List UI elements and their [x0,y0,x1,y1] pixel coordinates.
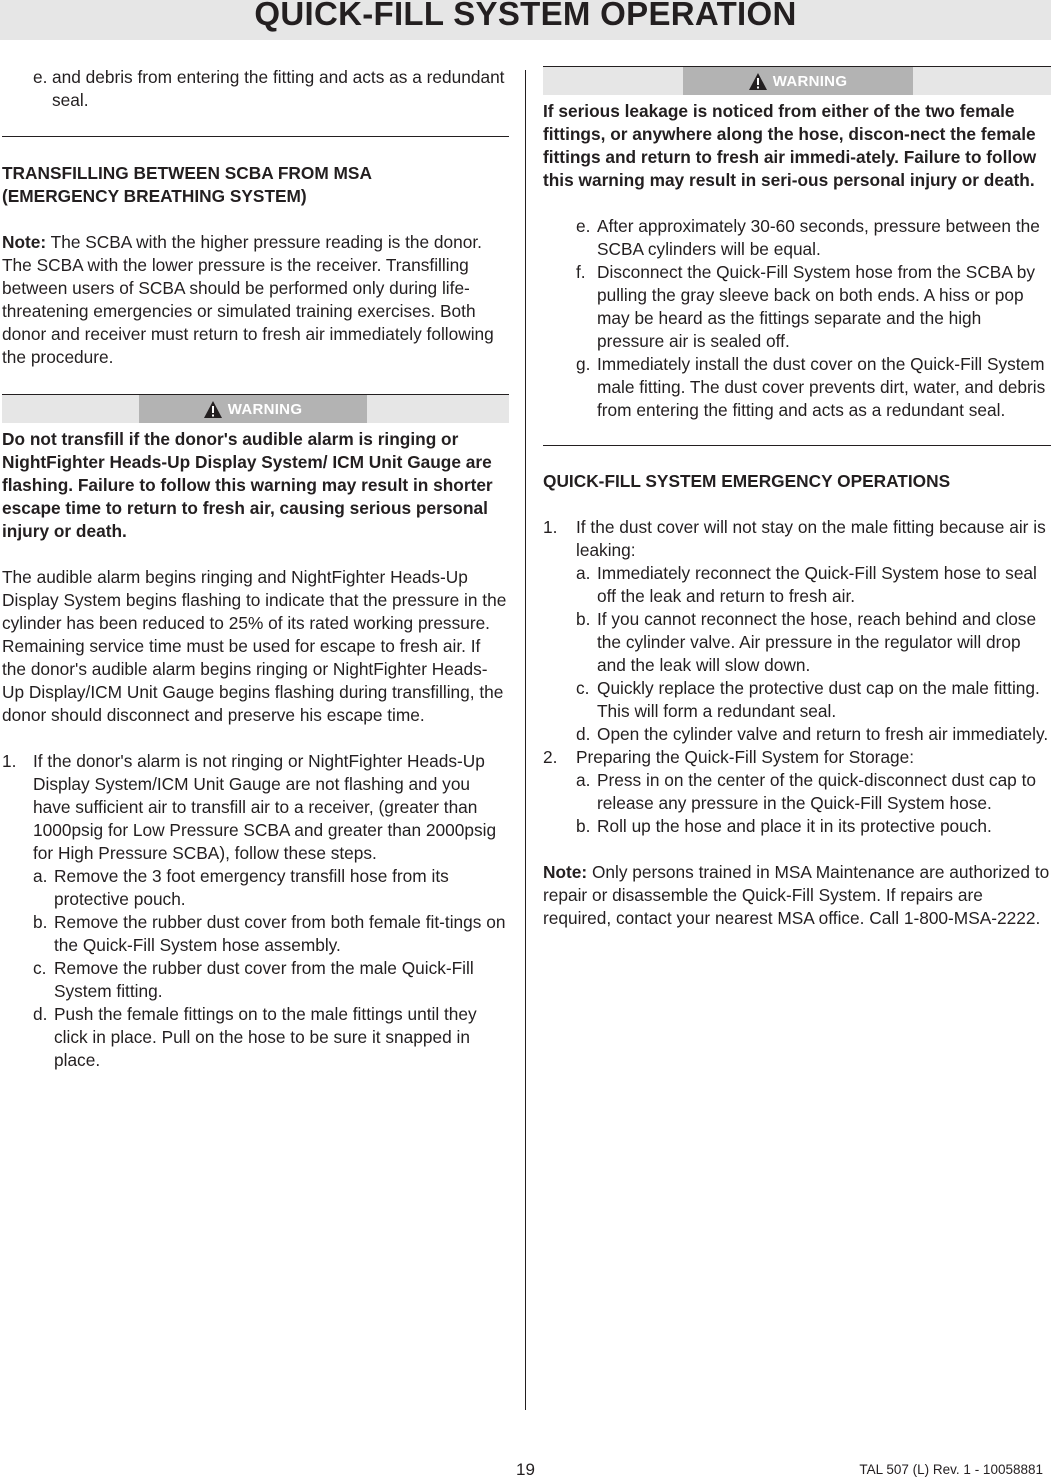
list-marker: g. [576,354,591,374]
column-divider [525,70,526,1410]
left-column [2,66,509,1072]
list-marker: 1. [543,517,558,537]
step-list [543,215,1051,422]
warning-label: WARNING [227,400,303,418]
list-item [576,215,1051,261]
list-item [576,723,1051,746]
list-marker: b. [576,816,591,836]
list-marker: d. [576,724,591,744]
horizontal-rule [543,445,1051,446]
list-item [576,677,1051,723]
section-heading: QUICK-FILL SYSTEM EMERGENCY OPERATIONS [543,471,951,491]
list-marker: 2. [543,747,558,767]
list-marker: a. [576,563,591,583]
list-text: Open the cylinder valve and return to fresh air immediately. [597,724,1049,744]
list-item [33,1003,509,1072]
list-marker: b. [576,609,591,629]
list-item [576,608,1051,677]
list-marker: b. [33,912,48,932]
list-item [33,911,509,957]
sub-list [543,562,1051,746]
list-item [576,769,1051,815]
list-marker: e. [576,216,591,236]
warning-label: WARNING [772,72,848,90]
list-item [576,353,1051,422]
list-text: If you cannot reconnect the hose, reach behind and close the cylinder valve. Air pressure in the regulator will drop and the leak will slow down. [597,609,1037,675]
right-column [543,66,1051,930]
list-text: Remove the rubber dust cover from the male Quick-Fill System fitting. [54,958,474,1001]
list-text: Quickly replace the protective dust cap on the male fitting. This will form a redundant seal. [597,678,1040,721]
list-marker: c. [576,678,590,698]
list-item [33,865,509,911]
sub-list [543,769,1051,838]
list-text: Immediately install the dust cover on the Quick-Fill System male fitting. The dust cover prevents dirt, water, and debris from entering the fitting and acts as a redundant seal. [597,354,1046,420]
section-heading: TRANSFILLING BETWEEN SCBA FROM MSA (EMERGENCY BREATHING SYSTEM) [2,163,372,206]
note-text: Only persons trained in MSA Maintenance are authorized to repair or disassemble the Quick-Fill System. If repairs are required, contact your nearest MSA office. Call 1-800-MSA-2222. [543,862,1050,928]
note-paragraph [543,861,1051,930]
list-marker: e. [33,67,48,87]
warning-banner [2,394,509,423]
list-item [543,516,1051,562]
list-text: Disconnect the Quick-Fill System hose from the SCBA by pulling the gray sleeve back on both ends. A hiss or pop may be heard as the fittings separate and the high pressure air is sealed off. [597,262,1035,351]
list-item [576,562,1051,608]
list-item [576,815,1051,838]
list-text: If the dust cover will not stay on the male fitting because air is leaking: [576,517,1046,560]
list-marker: a. [33,866,48,886]
sub-list [2,865,509,1072]
list-text: Roll up the hose and place it in its protective pouch. [597,816,992,836]
list-text: Remove the rubber dust cover from both female fit-tings on the Quick-Fill System hose assembly. [54,912,506,955]
list-text: Press in on the center of the quick-disconnect dust cap to release any pressure in the Quick-Fill System hose. [597,770,1037,813]
list-marker: c. [33,958,47,978]
list-text: Preparing the Quick-Fill System for Storage: [576,747,915,767]
page-number: 19 [516,1460,535,1479]
warning-text: If serious leakage is noticed from either of the two female fittings, or anywhere along the hose, discon-nect the female fittings and return to fresh air immedi-ately. Failure to follow this warning may result in seri-ous personal injury or death. [543,101,1037,190]
list-text: If the donor's alarm is not ringing or NightFighter Heads-Up Display System/ICM Unit Gauge are not flashing and you have sufficient air to transfill air to a receiver, (greater than 1000psig for Low Pressure SCBA and greater than 2000psig for High Pressure SCBA), follow these steps. [33,751,497,863]
list-item [2,66,509,112]
list-item [33,957,509,1003]
warning-triangle-icon [204,401,222,418]
warning-banner [543,66,1051,95]
note-label: Note: [543,862,588,882]
list-item [576,261,1051,353]
list-marker: d. [33,1004,48,1024]
list-marker: a. [576,770,591,790]
note-paragraph [2,231,509,369]
list-marker: f. [576,262,586,282]
list-text: After approximately 30-60 seconds, pressure between the SCBA cylinders will be equal. [597,216,1040,259]
list-item [543,746,1051,769]
list-text: and debris from entering the fitting and acts as a redundant seal. [52,67,505,110]
list-text: Immediately reconnect the Quick-Fill System hose to seal off the leak and return to fresh air. [597,563,1037,606]
horizontal-rule [2,136,509,137]
note-label: Note: [2,232,47,252]
page-title: QUICK-FILL SYSTEM OPERATION [254,0,797,32]
list-text: Push the female fittings on to the male fittings until they click in place. Pull on the hose to be sure it snapped in place. [54,1004,477,1070]
list-item [2,750,509,865]
list-text: Remove the 3 foot emergency transfill hose from its protective pouch. [54,866,449,909]
note-text: The SCBA with the higher pressure reading is the donor. The SCBA with the lower pressure is the receiver. Transfilling between users of SCBA should be performed only during life-threatening emergencies or simulated training exercises. Both donor and receiver must return to fresh air immediately following the procedure. [2,232,494,367]
document-id: TAL 507 (L) Rev. 1 - 10058881 [859,1462,1043,1477]
warning-triangle-icon [749,73,767,90]
body-paragraph: The audible alarm begins ringing and NightFighter Heads-Up Display System begins flashing to indicate that the pressure in the cylinder has been reduced to 25% of its rated working pressure. Remaining service time must be used for escape to fresh air. If the donor's audible alarm begins ringing or NightFighter Heads-Up Display/ICM Unit Gauge begins flashing during transfilling, the donor should disconnect and preserve his escape time. [2,567,507,725]
warning-text: Do not transfill if the donor's audible alarm is ringing or NightFighter Heads-Up Display System/ ICM Unit Gauge are flashing. Failure to follow this warning may result in shorter escape time to return to fresh air, causing serious personal injury or death. [2,429,493,541]
list-marker: 1. [2,751,17,771]
